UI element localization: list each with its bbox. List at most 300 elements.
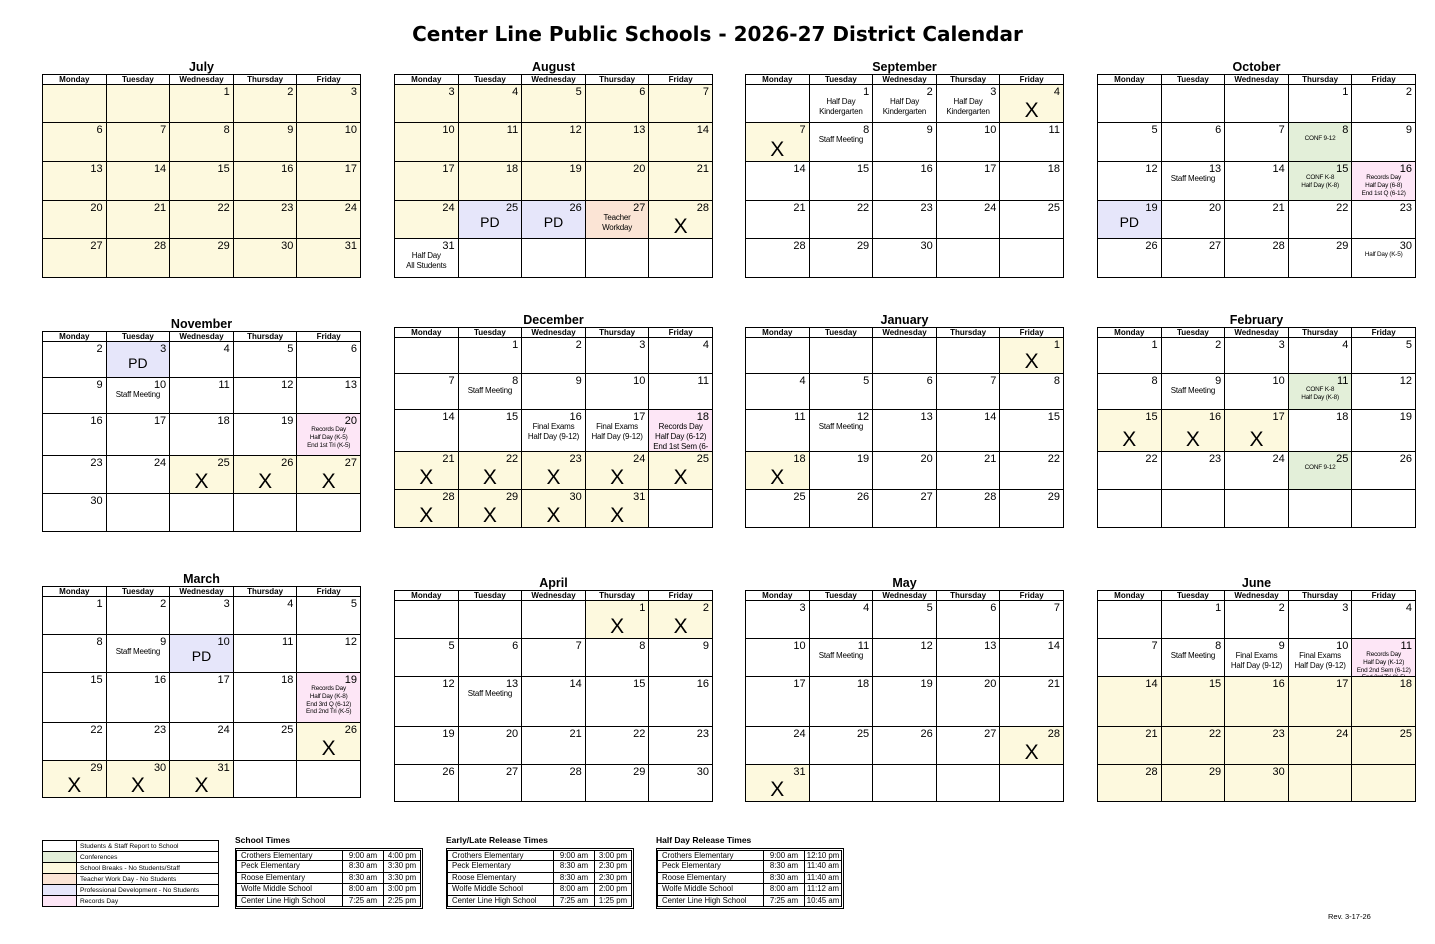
day-number: 10	[217, 636, 230, 648]
day-cell	[1225, 162, 1289, 201]
weekday-header	[746, 591, 1064, 601]
day-cell	[810, 239, 874, 278]
day-cell	[1162, 639, 1226, 677]
day-cell	[395, 727, 459, 765]
day-number: 8	[512, 375, 519, 387]
school-name: Peck Elementary	[236, 860, 343, 872]
day-cell	[810, 123, 874, 162]
day-cell	[1289, 765, 1353, 802]
day-cell	[1225, 765, 1289, 802]
day-cell	[1225, 85, 1289, 123]
day-cell	[1352, 727, 1416, 765]
day-cell	[937, 85, 1001, 123]
time-table-row	[658, 896, 842, 907]
day-number: 13	[633, 124, 646, 136]
day-number: 19	[1145, 202, 1158, 214]
day-cell	[937, 452, 1001, 490]
day-cell	[1289, 677, 1353, 727]
day-cell	[586, 123, 650, 162]
day-cell	[1352, 201, 1416, 239]
day-cell	[810, 162, 874, 201]
end-time: 11:40 am	[804, 860, 842, 872]
day-number: 10	[442, 124, 455, 136]
month-july	[42, 61, 361, 278]
day-cell	[1162, 201, 1226, 239]
day-number: 2	[926, 86, 933, 98]
weekday-label: Tuesday	[1162, 75, 1226, 85]
day-cell	[297, 85, 361, 123]
day-number: 22	[1145, 453, 1158, 465]
day-cell	[522, 410, 586, 452]
day-cell	[1000, 765, 1064, 802]
month-august	[394, 61, 713, 278]
month-november	[42, 318, 361, 532]
day-cell	[234, 673, 298, 723]
day-cell	[810, 601, 874, 639]
day-cell	[234, 342, 298, 378]
week-row	[1098, 85, 1416, 123]
day-note: Half Day Kindergarten	[819, 97, 863, 116]
week-row	[746, 765, 1064, 802]
start-time: 8:30 am	[763, 860, 805, 872]
day-number: 18	[696, 411, 709, 423]
legend-label: Conferences	[77, 852, 219, 863]
day-number: 16	[1272, 678, 1285, 690]
legend-swatch	[43, 896, 77, 907]
time-table-grid	[656, 848, 844, 909]
day-number: 20	[984, 678, 997, 690]
day-number: 6	[512, 640, 519, 652]
day-cell	[1000, 338, 1064, 374]
day-number: 16	[569, 411, 582, 423]
day-number: 15	[217, 163, 230, 175]
day-number: 2	[160, 598, 167, 610]
day-number: 6	[350, 343, 357, 355]
day-number: 13	[920, 411, 933, 423]
day-number: 14	[696, 124, 709, 136]
day-number: 4	[799, 375, 806, 387]
weekday-label: Friday	[1352, 591, 1416, 601]
day-cell	[586, 677, 650, 727]
no-school-mark: X	[258, 470, 273, 493]
no-school-mark: X	[610, 504, 625, 527]
day-cell	[873, 727, 937, 765]
month-grid	[745, 590, 1064, 802]
legend-item	[43, 852, 219, 863]
month-september	[745, 61, 1064, 278]
school-name: Crothers Elementary	[657, 850, 764, 861]
week-row	[395, 338, 713, 374]
start-time: 7:25 am	[763, 895, 805, 907]
weekday-header	[43, 332, 361, 342]
day-number: 29	[217, 240, 230, 252]
weekday-label: Tuesday	[810, 75, 874, 85]
pd-mark: PD	[128, 355, 148, 371]
day-cell	[1162, 410, 1226, 452]
month-grid	[1097, 590, 1416, 802]
day-note: Half Day Kindergarten	[882, 97, 927, 116]
weekday-label: Tuesday	[810, 591, 874, 601]
day-number: 7	[575, 640, 582, 652]
day-number: 17	[633, 411, 646, 423]
legend-item	[43, 863, 219, 874]
day-cell	[1289, 490, 1353, 528]
day-number: 14	[442, 411, 455, 423]
day-number: 12	[920, 640, 933, 652]
day-number: 30	[1399, 240, 1412, 252]
legend	[42, 840, 219, 907]
day-cell	[1098, 123, 1162, 162]
week-row	[746, 239, 1064, 278]
end-time: 2:00 pm	[594, 883, 632, 895]
day-cell	[43, 597, 107, 635]
week-row	[1098, 490, 1416, 528]
day-cell	[1098, 239, 1162, 278]
day-cell	[873, 601, 937, 639]
week-row	[1098, 727, 1416, 765]
day-number: 28	[153, 240, 167, 252]
day-cell	[1225, 677, 1289, 727]
legend-item	[43, 896, 219, 907]
day-number: 25	[505, 202, 519, 214]
day-number: 11	[218, 379, 230, 391]
day-cell	[937, 765, 1001, 802]
day-number: 22	[1208, 728, 1222, 740]
day-cell	[1225, 123, 1289, 162]
day-cell	[234, 162, 298, 201]
day-cell	[297, 162, 361, 201]
day-cell	[1289, 639, 1353, 677]
school-name: Roose Elementary	[657, 872, 764, 884]
day-cell	[937, 201, 1001, 239]
weekday-label: Monday	[395, 591, 459, 601]
week-row	[746, 639, 1064, 677]
no-school-mark: X	[419, 466, 434, 489]
time-table-title: School Times	[235, 835, 291, 845]
day-number: 1	[96, 598, 103, 610]
week-row	[43, 673, 361, 723]
end-time: 3:00 pm	[383, 883, 421, 895]
day-cell	[107, 378, 171, 414]
day-cell	[873, 338, 937, 374]
day-cell	[1162, 490, 1226, 528]
day-cell	[234, 414, 298, 456]
weekday-header	[1098, 591, 1416, 601]
weekday-header	[43, 75, 361, 85]
day-cell	[43, 635, 107, 673]
day-number: 26	[442, 766, 455, 778]
day-cell	[873, 201, 937, 239]
weekday-label: Wednesday	[522, 591, 586, 601]
day-number: 12	[856, 411, 870, 423]
day-note: Records Day Half Day (6-8) End 1st Q (6-12)	[1361, 174, 1406, 197]
start-time: 8:00 am	[763, 883, 805, 895]
day-cell	[297, 723, 361, 761]
day-number: 31	[344, 240, 357, 252]
month-february	[1097, 314, 1416, 528]
day-number: 8	[223, 124, 230, 136]
weekday-label: Thursday	[1289, 75, 1353, 85]
no-school-mark: X	[673, 615, 688, 638]
day-number: 2	[1215, 339, 1222, 351]
week-row	[43, 494, 361, 532]
pd-mark: PD	[543, 214, 564, 230]
day-number: 18	[1047, 163, 1060, 175]
week-row	[1098, 639, 1416, 677]
day-cell	[395, 601, 459, 639]
day-note: Half Day (K-5)	[1364, 251, 1403, 258]
day-cell	[107, 597, 171, 635]
day-number: 25	[1399, 728, 1412, 740]
day-cell	[649, 239, 713, 278]
month-grid	[394, 74, 713, 278]
week-row	[746, 490, 1064, 528]
day-number: 2	[96, 343, 103, 355]
end-time: 11:40 am	[804, 872, 842, 884]
day-number: 3	[639, 339, 646, 351]
day-number: 24	[1336, 728, 1349, 740]
day-number: 26	[344, 724, 357, 736]
day-cell	[873, 410, 937, 452]
start-time: 8:30 am	[342, 860, 384, 872]
legend-swatch	[43, 841, 77, 852]
month-grid	[394, 590, 713, 802]
day-cell	[746, 239, 810, 278]
day-cell	[937, 239, 1001, 278]
no-school-mark: X	[610, 615, 625, 638]
weekday-label: Friday	[297, 332, 361, 342]
day-cell	[395, 374, 459, 410]
weekday-label: Thursday	[1289, 591, 1353, 601]
day-cell	[522, 490, 586, 528]
day-number: 6	[1215, 124, 1222, 136]
day-number: 14	[1047, 640, 1060, 652]
day-number: 12	[569, 124, 582, 136]
day-cell	[873, 123, 937, 162]
start-time: 8:30 am	[763, 872, 805, 884]
weekday-label: Monday	[43, 587, 107, 597]
time-table	[235, 834, 423, 909]
month-name: July	[188, 60, 214, 74]
day-number: 25	[1336, 453, 1349, 465]
day-number: 7	[799, 124, 806, 136]
day-number: 25	[793, 491, 806, 503]
day-note: Final Exams Half Day (9-12)	[591, 422, 643, 441]
school-name: Wolfe Middle School	[236, 883, 343, 895]
school-name: Crothers Elementary	[447, 850, 554, 861]
weekday-header	[43, 587, 361, 597]
day-number: 26	[920, 728, 933, 740]
weekday-header	[395, 328, 713, 338]
day-cell	[810, 374, 874, 410]
week-row	[1098, 677, 1416, 727]
day-cell	[107, 761, 171, 798]
day-number: 8	[1342, 124, 1349, 136]
day-cell	[746, 123, 810, 162]
day-number: 18	[856, 678, 870, 690]
day-number: 14	[153, 163, 167, 175]
day-cell	[937, 162, 1001, 201]
weekday-label: Thursday	[234, 75, 298, 85]
day-number: 15	[1336, 163, 1349, 175]
day-cell	[1098, 374, 1162, 410]
day-cell	[1000, 452, 1064, 490]
day-number: 24	[793, 728, 806, 740]
day-number: 19	[344, 674, 357, 686]
day-cell	[1289, 201, 1353, 239]
day-cell	[43, 456, 107, 494]
day-cell	[170, 123, 234, 162]
weekday-label: Friday	[1000, 328, 1064, 338]
day-number: 31	[442, 240, 455, 252]
day-cell	[810, 338, 874, 374]
day-cell	[1098, 338, 1162, 374]
day-number: 5	[926, 602, 933, 614]
day-number: 21	[696, 163, 709, 175]
day-number: 4	[1053, 86, 1060, 98]
day-number: 18	[505, 163, 519, 175]
day-cell	[170, 85, 234, 123]
no-school-mark: X	[546, 466, 561, 489]
day-number: 28	[1272, 240, 1285, 252]
day-number: 4	[512, 86, 519, 98]
time-table-title: Half Day Release Times	[656, 835, 752, 845]
weekday-label: Wednesday	[522, 328, 586, 338]
weekday-label: Thursday	[586, 591, 650, 601]
day-cell	[107, 723, 171, 761]
day-number: 17	[344, 163, 357, 175]
weekday-label: Friday	[1352, 328, 1416, 338]
weekday-label: Tuesday	[107, 75, 171, 85]
weekday-label: Tuesday	[459, 591, 523, 601]
day-cell	[1352, 374, 1416, 410]
day-number: 30	[153, 762, 167, 774]
day-cell	[649, 452, 713, 490]
no-school-mark: X	[130, 774, 145, 797]
day-cell	[746, 374, 810, 410]
day-note: Staff Meeting	[1170, 651, 1216, 660]
legend-label: Students & Staff Report to School	[77, 841, 219, 852]
day-cell	[297, 201, 361, 239]
day-cell	[810, 727, 874, 765]
day-cell	[1225, 338, 1289, 374]
day-number: 10	[793, 640, 806, 652]
day-number: 23	[90, 457, 103, 469]
day-cell	[234, 456, 298, 494]
day-number: 31	[633, 491, 646, 503]
day-cell	[649, 639, 713, 677]
no-school-mark: X	[1024, 99, 1039, 122]
day-cell	[297, 673, 361, 723]
weekday-label: Monday	[746, 328, 810, 338]
day-cell	[586, 85, 650, 123]
day-number: 23	[1399, 202, 1412, 214]
day-number: 2	[1405, 86, 1412, 98]
day-number: 19	[920, 678, 933, 690]
month-name: November	[170, 317, 233, 331]
day-number: 19	[281, 415, 294, 427]
day-cell	[297, 761, 361, 798]
day-number: 4	[1342, 339, 1349, 351]
day-cell	[746, 601, 810, 639]
start-time: 8:30 am	[342, 872, 384, 884]
end-time: 2:30 pm	[594, 872, 632, 884]
day-note: CONF 9-12	[1304, 464, 1336, 471]
day-number: 3	[223, 598, 230, 610]
weekday-header	[1098, 75, 1416, 85]
month-grid	[394, 327, 713, 528]
day-number: 11	[1048, 124, 1060, 136]
day-note: Records Day Half Day (6-12) End 1st Sem (6-	[653, 422, 709, 451]
day-number: 28	[1145, 766, 1158, 778]
week-row	[395, 639, 713, 677]
day-cell	[107, 201, 171, 239]
no-school-mark: X	[546, 504, 561, 527]
day-cell	[107, 414, 171, 456]
week-row	[395, 85, 713, 123]
day-number: 23	[1208, 453, 1222, 465]
day-note: Final Exams Half Day (9-12)	[527, 422, 580, 441]
day-number: 4	[287, 598, 294, 610]
week-row	[395, 374, 713, 410]
month-name: March	[183, 572, 220, 586]
day-cell	[1225, 374, 1289, 410]
week-row	[43, 414, 361, 456]
day-number: 18	[281, 674, 294, 686]
day-cell	[649, 677, 713, 727]
weekday-label: Friday	[649, 328, 713, 338]
day-cell	[170, 761, 234, 798]
month-name: May	[892, 576, 917, 590]
day-number: 7	[448, 375, 455, 387]
week-row	[395, 162, 713, 201]
no-school-mark: X	[1024, 350, 1039, 373]
no-school-mark: X	[194, 470, 209, 493]
day-number: 19	[442, 728, 455, 740]
end-time: 2:25 pm	[383, 895, 421, 907]
week-row	[1098, 765, 1416, 802]
day-cell	[395, 490, 459, 528]
day-number: 21	[984, 453, 997, 465]
day-number: 16	[920, 163, 933, 175]
day-cell	[586, 162, 650, 201]
day-number: 16	[1208, 411, 1222, 423]
day-cell	[459, 727, 523, 765]
day-number: 21	[569, 728, 582, 740]
day-cell	[746, 639, 810, 677]
weekday-label: Wednesday	[1225, 75, 1289, 85]
day-cell	[395, 123, 459, 162]
month-december	[394, 314, 713, 528]
day-number: 15	[1208, 678, 1222, 690]
day-cell	[170, 342, 234, 378]
day-note: Staff Meeting	[467, 689, 513, 698]
day-number: 19	[1399, 411, 1412, 423]
week-row	[1098, 123, 1416, 162]
school-name: Center Line High School	[657, 895, 764, 907]
weekday-label: Friday	[1000, 591, 1064, 601]
day-cell	[810, 452, 874, 490]
month-grid	[42, 586, 361, 798]
day-cell	[873, 490, 937, 528]
day-cell	[1289, 601, 1353, 639]
week-row	[1098, 601, 1416, 639]
week-row	[746, 201, 1064, 239]
day-number: 17	[793, 678, 806, 690]
month-name: February	[1229, 313, 1284, 327]
day-number: 11	[697, 375, 709, 387]
day-cell	[459, 338, 523, 374]
